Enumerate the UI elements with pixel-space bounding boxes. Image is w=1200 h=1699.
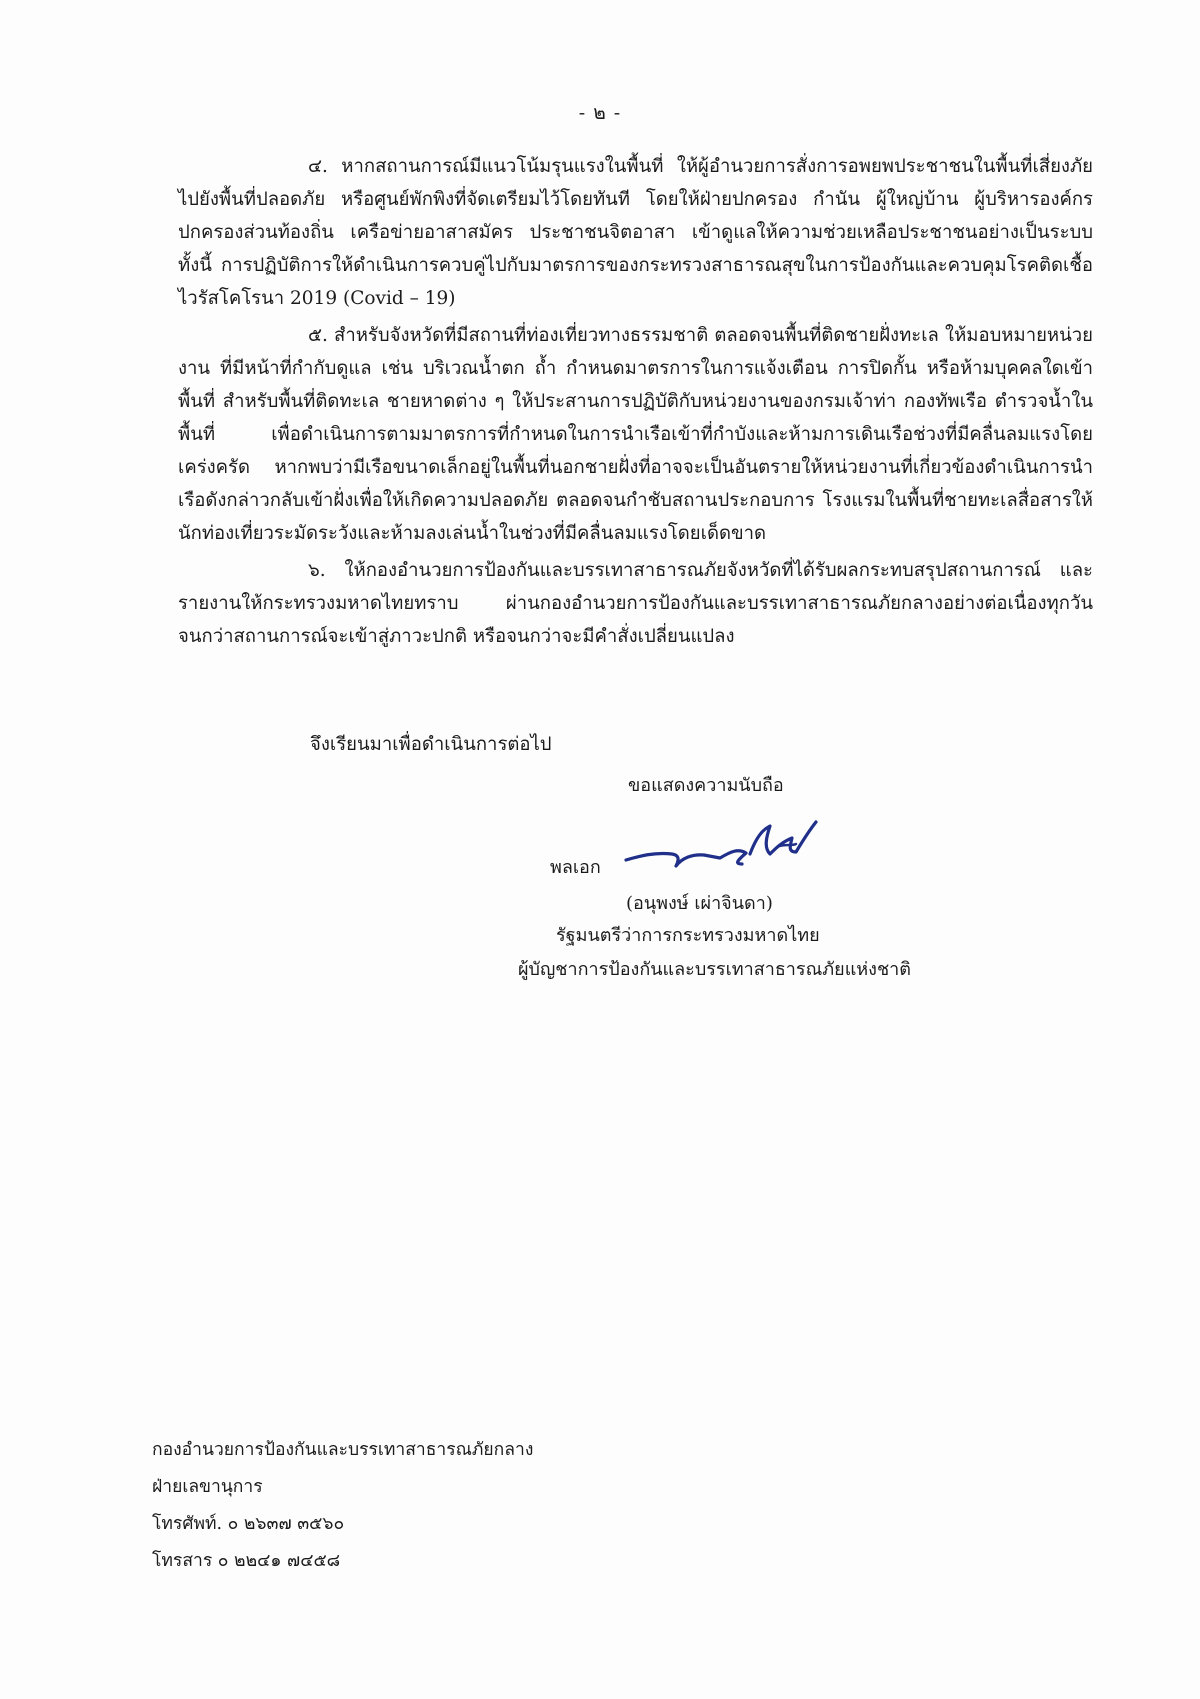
paragraph-5-text: ๕. สำหรับจังหวัดที่มีสถานที่ท่องเที่ยวทางธรรมชาติ ตลอดจนพื้นที่ติดชายฝั่งทะเล ให้มอบหมายหน่วยงาน ที่มีหน้าที่กำกับดูแล เช่น บริเวณน้ำตก ถ้ำ กำหนดมาตรการในการแจ้งเตือน การปิดกั้น หรือห้ามบุคคลใดเข้าพื้นที่ สำหรับพื้นที่ติดทะเล ชายหาดต่าง ๆ ให้ประสานการปฏิบัติกับหน่วยงานของกรมเจ้าท่า กองทัพเรือ ตำรวจน้ำในพื้นที่ เพื่อดำเนินการตามมาตรการที่กำหนดในการนำเรือเข้าที่กำบังและห้ามการเดินเรือช่วงที่มีคลื่นลมแรงโดยเคร่งครัด หากพบว่ามีเรือขนาดเล็กอยู่ในพื้นที่นอกชายฝั่งที่อาจจะเป็นอันตรายให้หน่วยงานที่เกี่ยวข้องดำเนินการนำเรือดังกล่าวกลับเข้าฝั่งเพื่อให้เกิดความปลอดภัย ตลอดจนกำชับสถานประกอบการ โรงแรมในพื้นที่ชายทะเลสื่อสารให้นักท่องเที่ยวระมัดระวังและห้ามลงเล่นน้ำในช่วงที่มีคลื่นลมแรงโดยเด็ดขาด: [178, 325, 1093, 544]
paragraph-6-text: ๖. ให้กองอำนวยการป้องกันและบรรเทาสาธารณภัยจังหวัดที่ได้รับผลกระทบสรุปสถานการณ์ และรายงานให้กระทรวงมหาดไทยทราบ ผ่านกองอำนวยการป้องกันและบรรเทาสาธารณภัยกลางอย่างต่อเนื่องทุกวัน จนกว่าสถานการณ์จะเข้าสู่ภาวะปกติ หรือจนกว่าจะมีคำสั่งเปลี่ยนแปลง: [178, 560, 1093, 647]
footer-division: ฝ่ายเลขานุการ: [152, 1477, 263, 1497]
rank-label: พลเอก: [550, 857, 601, 878]
signatory-position-2: ผู้บัญชาการป้องกันและบรรเทาสาธารณภัยแห่งชาติ: [518, 959, 911, 980]
footer-department: กองอำนวยการป้องกันและบรรเทาสาธารณภัยกลาง: [152, 1440, 534, 1460]
footer-contact: [152, 1432, 533, 1580]
paragraph-6: [178, 554, 1093, 653]
paragraph-4: [178, 150, 1093, 315]
handwritten-signature: [620, 808, 820, 878]
respect-line: ขอแสดงความนับถือ: [628, 775, 784, 796]
paragraph-5: [178, 319, 1093, 550]
paragraph-4-text: ๔. หากสถานการณ์มีแนวโน้มรุนแรงในพื้นที่ ให้ผู้อำนวยการสั่งการอพยพประชาชนในพื้นที่เสี่ยงภัยไปยังพื้นที่ปลอดภัย หรือศูนย์พักพิงที่จัดเตรียมไว้โดยทันที โดยให้ฝ่ายปกครอง กำนัน ผู้ใหญ่บ้าน ผู้บริหารองค์กรปกครองส่วนท้องถิ่น เครือข่ายอาสาสมัคร ประชาชนจิตอาสา เข้าดูแลให้ความช่วยเหลือประชาชนอย่างเป็นระบบ ทั้งนี้ การปฏิบัติการให้ดำเนินการควบคู่ไปกับมาตรการของกระทรวงสาธารณสุขในการป้องกันและควบคุมโรคติดเชื้อไวรัสโคโรนา 2019 (Covid – 19): [178, 156, 1093, 309]
document-body: [178, 150, 1093, 657]
signatory-name: (อนุพงษ์ เผ่าจินดา): [626, 893, 773, 914]
footer-fax: โทรสาร ๐ ๒๒๔๑ ๗๔๕๘: [152, 1551, 341, 1571]
footer-phone: โทรศัพท์. ๐ ๒๖๓๗ ๓๕๖๐: [152, 1514, 345, 1534]
signatory-position-1: รัฐมนตรีว่าการกระทรวงมหาดไทย: [556, 925, 820, 946]
page-number: - ๒ -: [578, 102, 622, 124]
closing-line: จึงเรียนมาเพื่อดำเนินการต่อไป: [310, 734, 552, 755]
